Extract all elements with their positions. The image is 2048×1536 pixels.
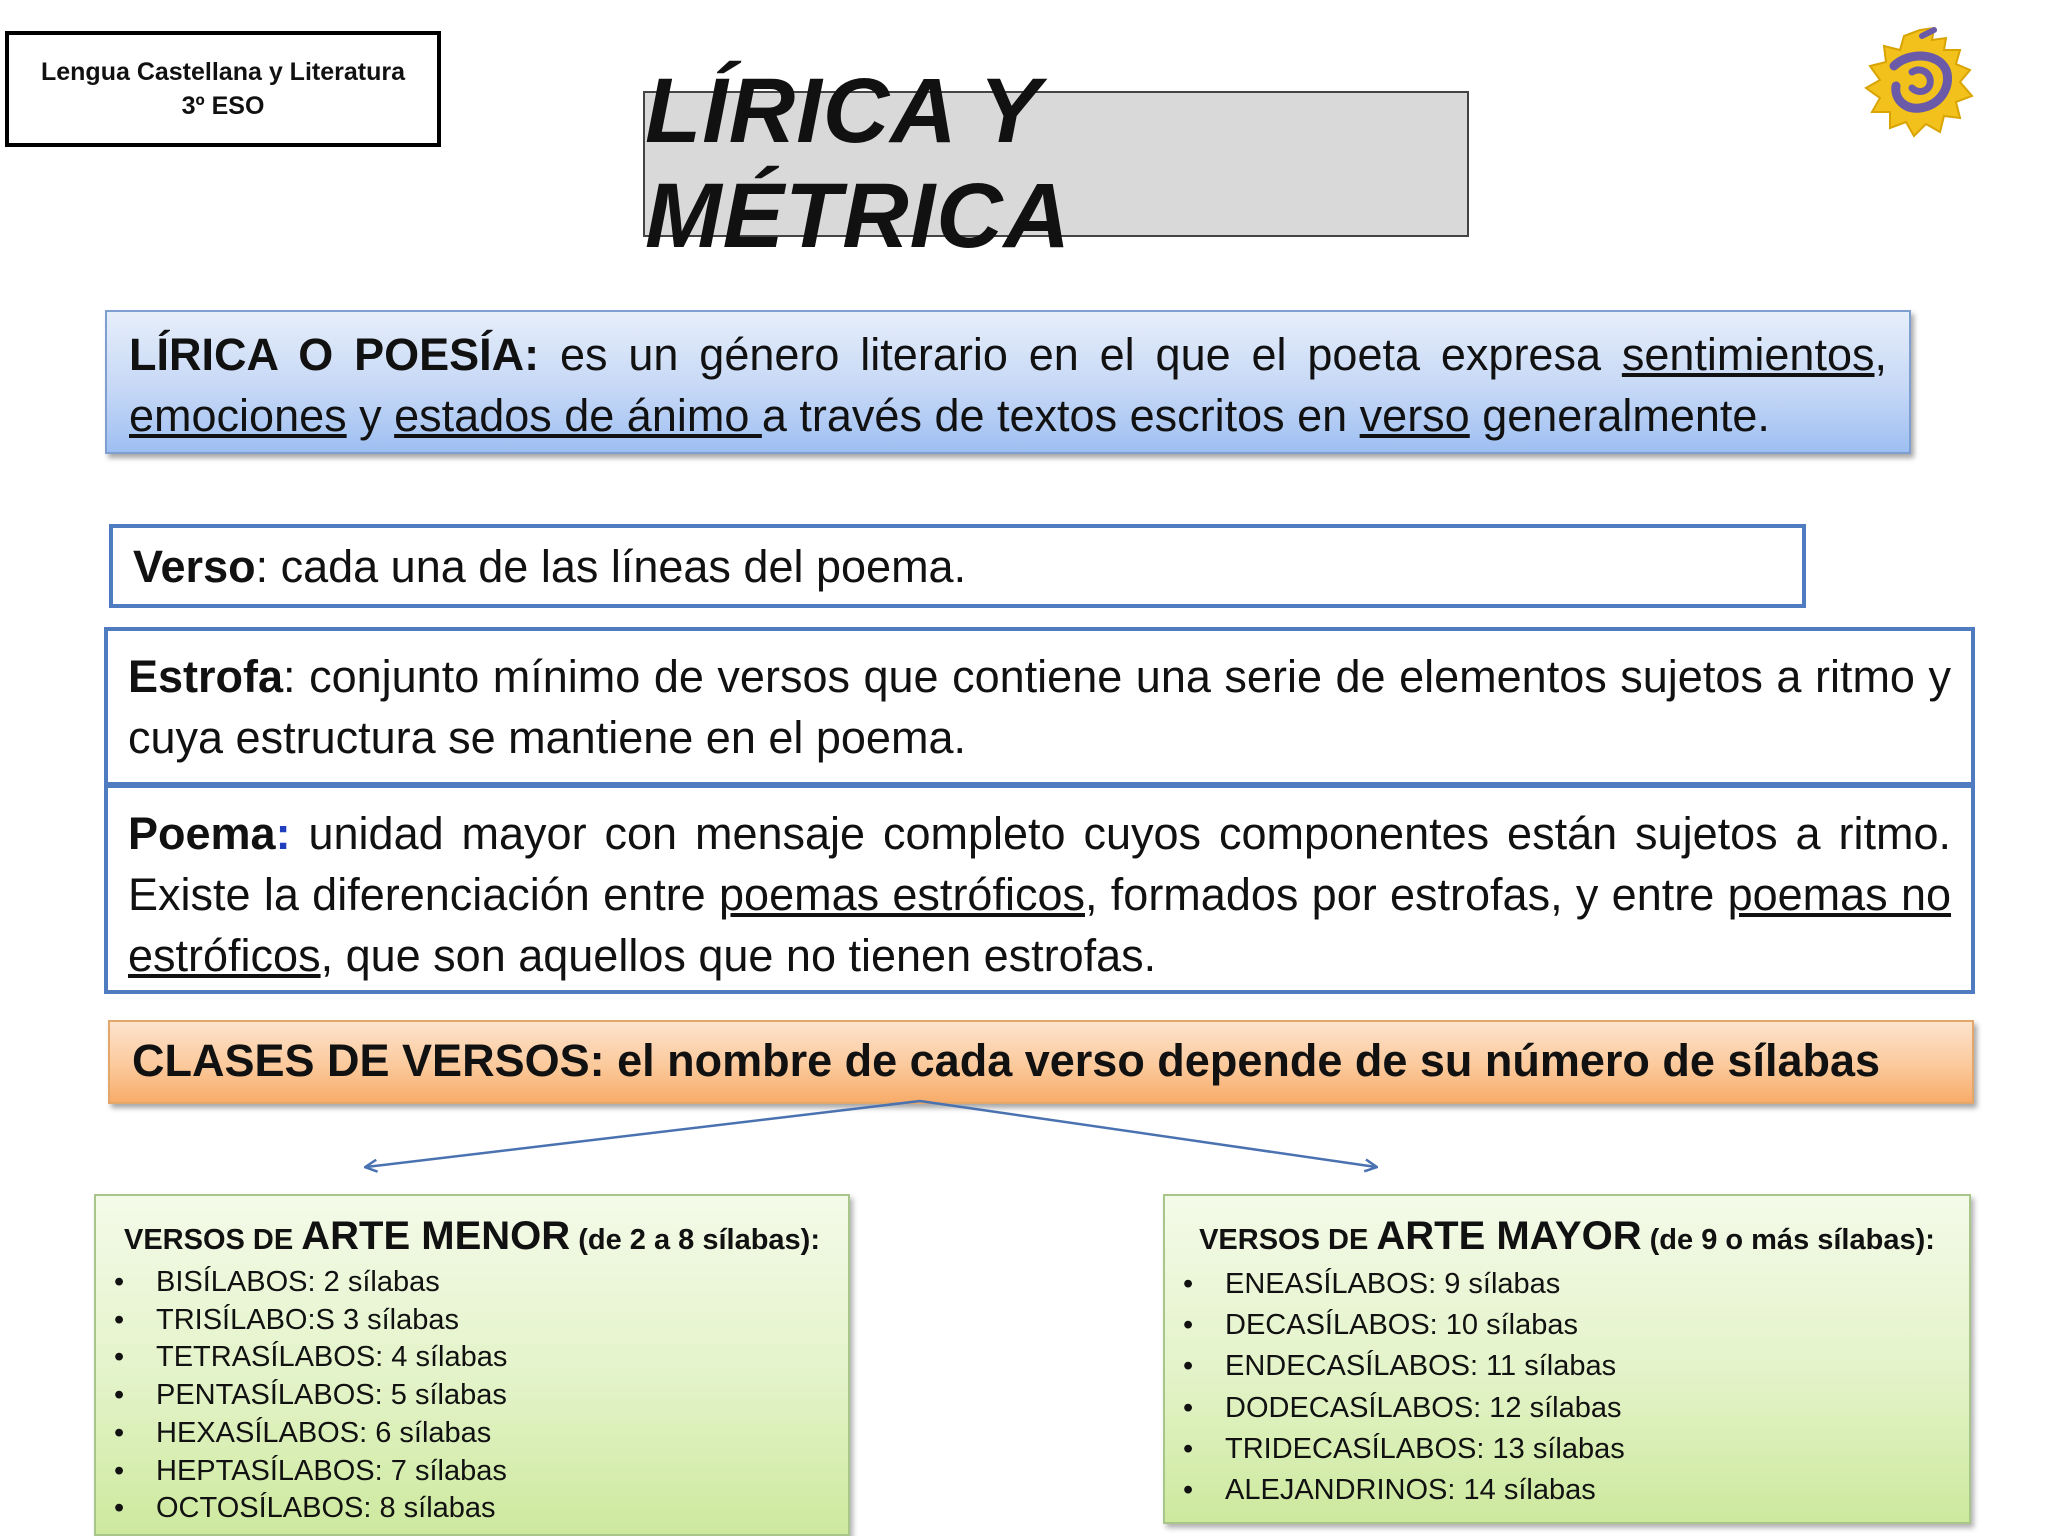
verso-text: : cada una de las líneas del poema. bbox=[255, 541, 967, 592]
arte-mayor-prefix: VERSOS DE bbox=[1199, 1224, 1377, 1256]
poema-keyword-no-estroficos: poemas no estróficos bbox=[128, 869, 1952, 981]
lirica-text-3: y bbox=[346, 390, 395, 441]
clases-heading-box bbox=[108, 1020, 1974, 1104]
arrow-to-arte-menor bbox=[366, 1101, 920, 1167]
arte-mayor-range: (de 9 o más sílabas): bbox=[1641, 1224, 1935, 1256]
lirica-term: LÍRICA O POESÍA: bbox=[129, 329, 540, 380]
lirica-keyword-sentimientos: sentimientos bbox=[1621, 329, 1875, 380]
lirica-keyword-verso: verso bbox=[1359, 390, 1470, 441]
arte-mayor-list bbox=[1165, 1264, 1969, 1511]
estrofa-term: Estrofa bbox=[128, 651, 284, 702]
page-title: LÍRICA Y MÉTRICA bbox=[645, 60, 1072, 267]
list-item: • TRISÍLABO:S 3 sílabas bbox=[96, 1302, 848, 1340]
title-box bbox=[643, 60, 1469, 267]
lirica-definition-box bbox=[105, 310, 1911, 454]
arte-menor-name: ARTE MENOR bbox=[301, 1214, 571, 1258]
poema-keyword-estroficos: poemas estróficos bbox=[719, 869, 1085, 920]
arrow-to-arte-mayor bbox=[920, 1101, 1376, 1167]
list-item: • ENDECASÍLABOS: 11 sílabas bbox=[1165, 1346, 1969, 1387]
clases-heading: CLASES DE VERSOS: el nombre de cada verso depende de su número de sílabas bbox=[132, 1035, 1881, 1086]
arte-menor-prefix: VERSOS DE bbox=[124, 1224, 302, 1256]
list-item: • ENEASÍLABOS: 9 sílabas bbox=[1165, 1264, 1969, 1305]
course-level: 3º ESO bbox=[181, 92, 265, 120]
lirica-text-5: generalmente. bbox=[1469, 390, 1770, 441]
subject-name: Lengua Castellana y Literatura bbox=[40, 58, 405, 86]
arte-mayor-heading bbox=[1165, 1216, 1969, 1260]
verso-definition-box bbox=[109, 524, 1806, 608]
list-item: • HEXASÍLABOS: 6 sílabas bbox=[96, 1415, 848, 1453]
list-item: • ALEJANDRINOS: 14 sílabas bbox=[1165, 1470, 1969, 1511]
list-item: • DECASÍLABOS: 10 sílabas bbox=[1165, 1305, 1969, 1346]
arte-mayor-box bbox=[1163, 1194, 1971, 1524]
lirica-text-4: a través de textos escritos en bbox=[761, 390, 1360, 441]
poema-term: Poema bbox=[128, 808, 276, 859]
list-item: • HEPTASÍLABOS: 7 sílabas bbox=[96, 1453, 848, 1491]
lirica-keyword-emociones: emociones bbox=[129, 390, 347, 441]
arte-menor-range: (de 2 a 8 sílabas): bbox=[570, 1224, 820, 1256]
list-item: • TETRASÍLABOS: 4 sílabas bbox=[96, 1339, 848, 1377]
school-logo-icon bbox=[1860, 26, 1976, 138]
arte-menor-heading bbox=[96, 1216, 848, 1260]
lirica-text-2: , bbox=[1874, 329, 1887, 380]
list-item: • TRIDECASÍLABOS: 13 sílabas bbox=[1165, 1429, 1969, 1470]
subject-box bbox=[5, 31, 441, 147]
list-item: • BISÍLABOS: 2 sílabas bbox=[96, 1264, 848, 1302]
lirica-text-1: es un género literario en el que el poeta expresa bbox=[539, 329, 1622, 380]
poema-text-3: , que son aquellos que no tienen estrofas. bbox=[320, 930, 1157, 981]
arte-mayor-name: ARTE MAYOR bbox=[1376, 1214, 1642, 1258]
list-item: • DODECASÍLABOS: 12 sílabas bbox=[1165, 1388, 1969, 1429]
arte-menor-box bbox=[94, 1194, 850, 1536]
list-item: • OCTOSÍLABOS: 8 sílabas bbox=[96, 1490, 848, 1528]
arte-menor-list bbox=[96, 1264, 848, 1528]
poema-colon: : bbox=[275, 808, 291, 859]
lirica-keyword-estados: estados de ánimo bbox=[394, 390, 762, 441]
list-item: • PENTASÍLABOS: 5 sílabas bbox=[96, 1377, 848, 1415]
poema-text-1: unidad mayor con mensaje completo cuyos componentes están sujetos a ritmo. Existe la diferenciación entre bbox=[128, 808, 1951, 920]
estrofa-text: : conjunto mínimo de versos que contiene una serie de elementos sujetos a ritmo y cuya estructura se mantiene en el poema. bbox=[128, 651, 1951, 763]
poema-text-2: , formados por estrofas, y entre bbox=[1084, 869, 1728, 920]
verso-term: Verso bbox=[133, 541, 256, 592]
estrofa-definition-box bbox=[104, 627, 1975, 786]
poema-definition-box bbox=[104, 784, 1975, 994]
